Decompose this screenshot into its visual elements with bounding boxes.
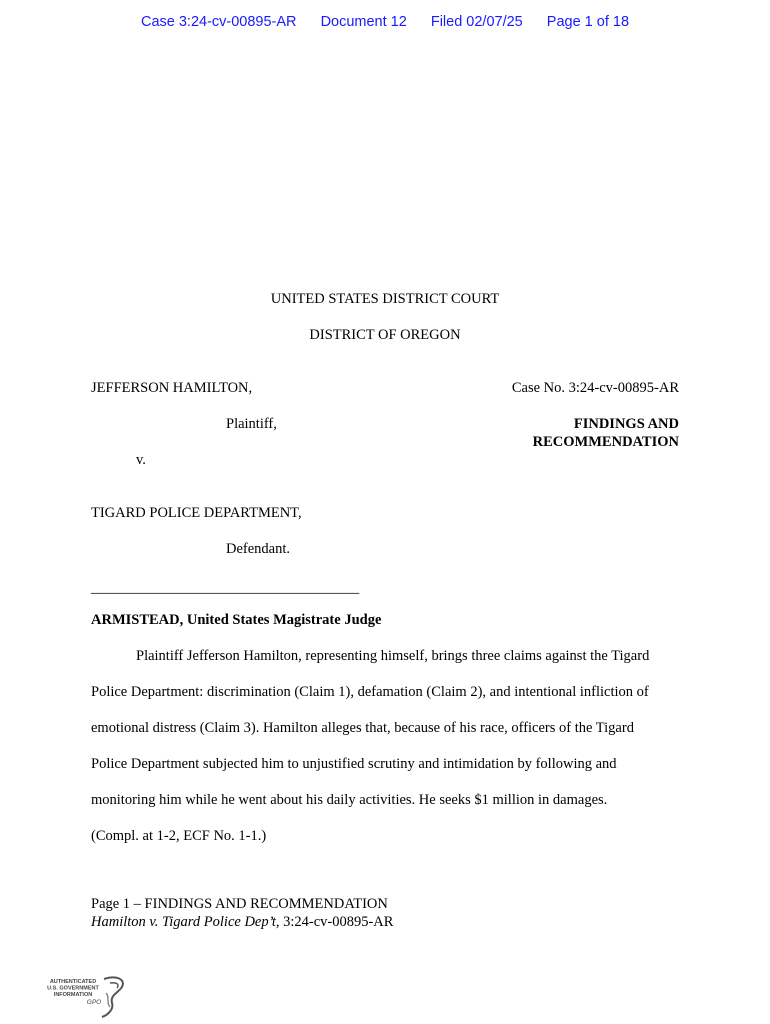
gpo-eagle-icon [44, 973, 134, 1019]
header-page-count: Page 1 of 18 [546, 14, 630, 30]
footer-page-label: Page 1 – FINDINGS AND RECOMMENDATION [91, 896, 388, 912]
body-line: (Compl. at 1-2, ECF No. 1-1.) [91, 828, 267, 844]
body-line: Plaintiff Jefferson Hamilton, representing himself, brings three claims against the Tigard [136, 648, 650, 664]
plaintiff-name: JEFFERSON HAMILTON, [91, 380, 253, 396]
body-line: Police Department: discrimination (Claim 1), defamation (Claim 2), and intentional infliction of [91, 684, 649, 700]
caption-rule: _____________________________________ [91, 580, 360, 596]
logo-text-line3: INFORMATION [53, 992, 93, 998]
body-line: monitoring him while he went about his daily activities. He seeks $1 million in damages. [91, 792, 608, 808]
case-number: Case No. 3:24-cv-00895-AR [511, 380, 679, 396]
footer-case-number: , 3:24-cv-00895-AR [275, 914, 394, 930]
versus: v. [136, 452, 146, 468]
body-line: emotional distress (Claim 3). Hamilton alleges that, because of his race, officers of the Tigard [91, 720, 634, 736]
defendant-role: Defendant. [226, 541, 291, 557]
header-document-number: Document 12 [320, 14, 407, 30]
header-filed-date: Filed 02/07/25 [430, 14, 523, 30]
judge-line: ARMISTEAD, United States Magistrate Judge [91, 612, 382, 628]
document-header [0, 14, 770, 30]
body-line: Police Department subjected him to unjustified scrutiny and intimidation by following and [91, 756, 617, 772]
logo-text-line2: U.S. GOVERNMENT [47, 985, 99, 992]
logo-text-line1: AUTHENTICATED [49, 979, 97, 985]
court-name: UNITED STATES DISTRICT COURT [270, 291, 500, 307]
footer-case-name: Hamilton v. Tigard Police Dep’t [91, 914, 276, 930]
plaintiff-role: Plaintiff, [226, 416, 277, 432]
logo-gpo-text: GPO [86, 999, 102, 1006]
court-district: DISTRICT OF OREGON [309, 327, 461, 343]
doc-title-line2: RECOMMENDATION [532, 434, 679, 450]
header-case-number: Case 3:24-cv-00895-AR [140, 14, 297, 30]
gpo-authentication-logo [44, 973, 134, 1019]
page-footer [91, 895, 393, 931]
footer-case-citation [91, 913, 393, 931]
defendant-name: TIGARD POLICE DEPARTMENT, [91, 505, 302, 521]
doc-title-line1: FINDINGS AND [573, 416, 679, 432]
body-paragraph [91, 638, 681, 854]
